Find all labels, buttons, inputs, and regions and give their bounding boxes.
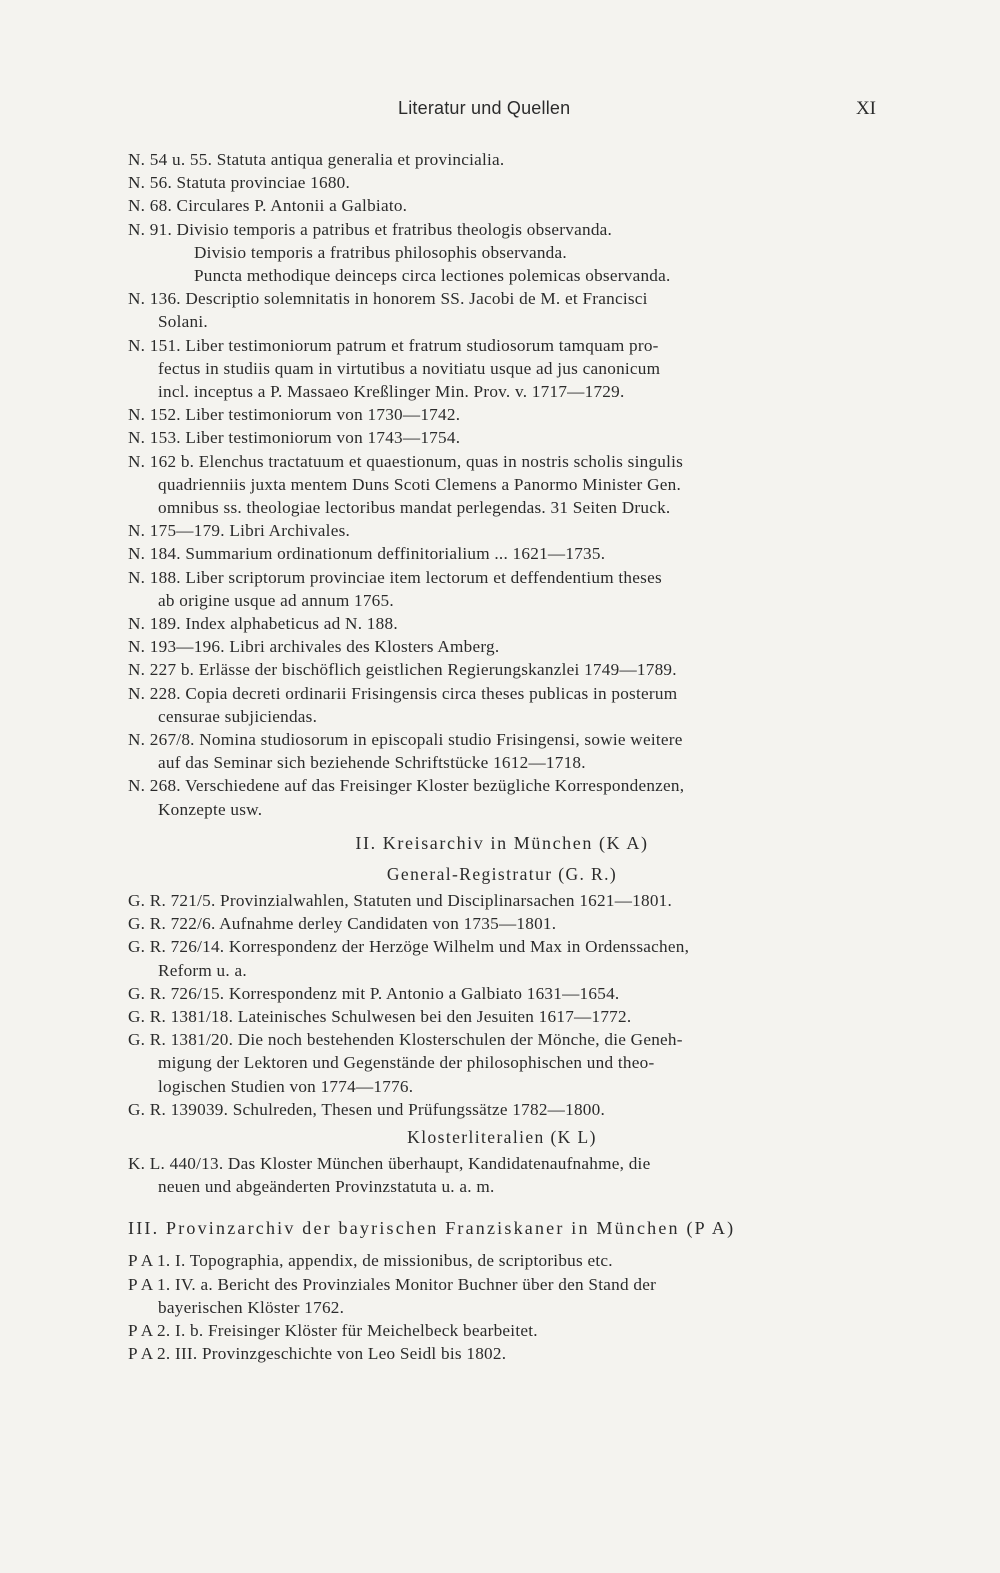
entry-line: P A 2. III. Provinzgeschichte von Leo Seidl bis 1802.	[128, 1344, 507, 1364]
entry-continuation: logischen Studien von 1774—1776.	[158, 1076, 414, 1096]
entry-continuation: quadrienniis juxta mentem Duns Scoti Clemens a Panormo Minister Gen.	[158, 474, 681, 494]
entry-line: P A 1. I. Topographia, appendix, de missionibus, de scriptoribus etc.	[128, 1251, 613, 1271]
list-item	[128, 403, 876, 426]
entry-line: Puncta methodique deinceps circa lectiones polemicas observanda.	[194, 266, 671, 286]
page-body	[128, 148, 876, 1365]
entry-line: N. 184. Summarium ordinationum deffinitorialium ... 1621—1735.	[128, 544, 606, 564]
list-item	[128, 658, 876, 681]
entry-continuation: Konzepte usw.	[158, 799, 263, 819]
entry-line: G. R. 726/14. Korrespondenz der Herzöge Wilhelm und Max in Ordenssachen,	[128, 937, 690, 957]
page-number: XI	[855, 98, 876, 119]
entry-line: Divisio temporis a fratribus philosophis observanda.	[194, 242, 567, 262]
entry-line: N. 189. Index alphabeticus ad N. 188.	[128, 614, 398, 634]
entry-line: N. 227 b. Erlässe der bischöflich geistlichen Regierungskanzlei 1749—1789.	[128, 660, 677, 680]
entry-line: G. R. 726/15. Korrespondenz mit P. Antonio a Galbiato 1631—1654.	[128, 983, 620, 1003]
archive-list-klosterliteralien	[128, 1152, 876, 1198]
list-item	[128, 1319, 876, 1342]
list-item	[128, 450, 876, 520]
list-item	[128, 1249, 876, 1272]
list-item	[128, 728, 876, 774]
entry-continuation: censurae subjiciendas.	[158, 706, 318, 726]
entry-continuation: neuen und abgeänderten Provinzstatuta u. a. m.	[158, 1177, 495, 1197]
section-title-kreisarchiv: II. Kreisarchiv in München (K A)	[355, 832, 649, 853]
list-item	[128, 241, 876, 264]
archive-list-main	[128, 148, 876, 821]
list-item	[128, 1152, 876, 1198]
entry-line: N. 228. Copia decreti ordinarii Frisingensis circa theses publicas in posterum	[128, 683, 678, 703]
list-item	[128, 566, 876, 612]
list-item	[128, 1342, 876, 1365]
entry-continuation: migung der Lektoren und Gegenstände der philosophischen und theo-	[158, 1053, 655, 1073]
list-item	[128, 889, 876, 912]
entry-line: N. 268. Verschiedene auf das Freisinger Kloster bezügliche Korrespondenzen,	[128, 776, 685, 796]
entry-line: N. 162 b. Elenchus tractatuum et quaestionum, quas in nostris scholis singulis	[128, 451, 684, 471]
entry-line: N. 175—179. Libri Archivales.	[128, 521, 351, 541]
subtitle-klosterliteralien: Klosterliteralien (K L)	[407, 1126, 597, 1147]
entry-continuation: fectus in studiis quam in virtutibus a novitiatu usque ad jus canonicum	[158, 358, 661, 378]
list-item	[128, 218, 876, 241]
entry-line: G. R. 1381/20. Die noch bestehenden Klosterschulen der Mönche, die Geneh-	[128, 1030, 683, 1050]
entry-continuation: incl. inceptus a P. Massaeo Kreßlinger Min. Prov. v. 1717—1729.	[158, 382, 625, 402]
list-item	[128, 1273, 876, 1319]
entry-line: P A 2. I. b. Freisinger Klöster für Meichelbeck bearbeitet.	[128, 1320, 538, 1340]
archive-list-provinzarchiv	[128, 1249, 876, 1365]
list-item	[128, 542, 876, 565]
list-item	[128, 148, 876, 171]
list-item	[128, 635, 876, 658]
list-item	[128, 1098, 876, 1121]
entry-line: N. 151. Liber testimoniorum patrum et fratrum studiosorum tamquam pro-	[128, 335, 659, 355]
entry-line: N. 153. Liber testimoniorum von 1743—1754.	[128, 428, 461, 448]
entry-line: G. R. 721/5. Provinzialwahlen, Statuten und Disciplinarsachen 1621—1801.	[128, 890, 673, 910]
entry-line: G. R. 1381/18. Lateinisches Schulwesen bei den Jesuiten 1617—1772.	[128, 1006, 632, 1026]
list-item	[128, 334, 876, 404]
list-item	[128, 774, 876, 820]
entry-continuation: Solani.	[158, 312, 208, 332]
list-item	[128, 1028, 876, 1098]
entry-continuation: ab origine usque ad annum 1765.	[158, 590, 394, 610]
list-item	[128, 426, 876, 449]
section-title-provinzarchiv: III. Provinzarchiv der bayrischen Franziskaner in München (P A)	[128, 1218, 736, 1239]
list-item	[128, 612, 876, 635]
entry-continuation: omnibus ss. theologiae lectoribus mandat perlegendas. 31 Seiten Druck.	[158, 498, 671, 518]
entry-line: N. 91. Divisio temporis a patribus et fratribus theologis observanda.	[128, 219, 613, 239]
subtitle-general-registratur: General-Registratur (G. R.)	[386, 863, 618, 884]
list-item	[128, 519, 876, 542]
archive-list-general-registratur	[128, 889, 876, 1121]
list-item	[128, 264, 876, 287]
page-header	[0, 98, 1000, 126]
entry-continuation: Reform u. a.	[158, 960, 247, 980]
entry-continuation: bayerischen Klöster 1762.	[158, 1297, 345, 1317]
entry-line: N. 68. Circulares P. Antonii a Galbiato.	[128, 196, 408, 216]
entry-line: K. L. 440/13. Das Kloster München überhaupt, Kandidatenaufnahme, die	[128, 1153, 651, 1173]
list-item	[128, 287, 876, 333]
list-item	[128, 982, 876, 1005]
list-item	[128, 1005, 876, 1028]
list-item	[128, 682, 876, 728]
entry-line: N. 152. Liber testimoniorum von 1730—1742.	[128, 405, 461, 425]
entry-line: G. R. 139039. Schulreden, Thesen und Prüfungssätze 1782—1800.	[128, 1099, 606, 1119]
entry-line: N. 136. Descriptio solemnitatis in honorem SS. Jacobi de M. et Francisci	[128, 289, 648, 309]
entry-continuation: auf das Seminar sich beziehende Schriftstücke 1612—1718.	[158, 753, 586, 773]
entry-line: N. 267/8. Nomina studiosorum in episcopali studio Frisingensi, sowie weitere	[128, 730, 683, 750]
running-title: Literatur und Quellen	[398, 98, 571, 118]
entry-line: N. 56. Statuta provinciae 1680.	[128, 173, 351, 193]
list-item	[128, 935, 876, 981]
entry-line: G. R. 722/6. Aufnahme derley Candidaten von 1735—1801.	[128, 914, 557, 934]
list-item	[128, 912, 876, 935]
entry-line: N. 188. Liber scriptorum provinciae item lectorum et deffendentium theses	[128, 567, 662, 587]
entry-line: N. 54 u. 55. Statuta antiqua generalia et provincialia.	[128, 150, 505, 169]
list-item	[128, 171, 876, 194]
list-item	[128, 194, 876, 217]
entry-line: N. 193—196. Libri archivales des Klosters Amberg.	[128, 637, 500, 657]
entry-line: P A 1. IV. a. Bericht des Provinziales Monitor Buchner über den Stand der	[128, 1274, 657, 1294]
